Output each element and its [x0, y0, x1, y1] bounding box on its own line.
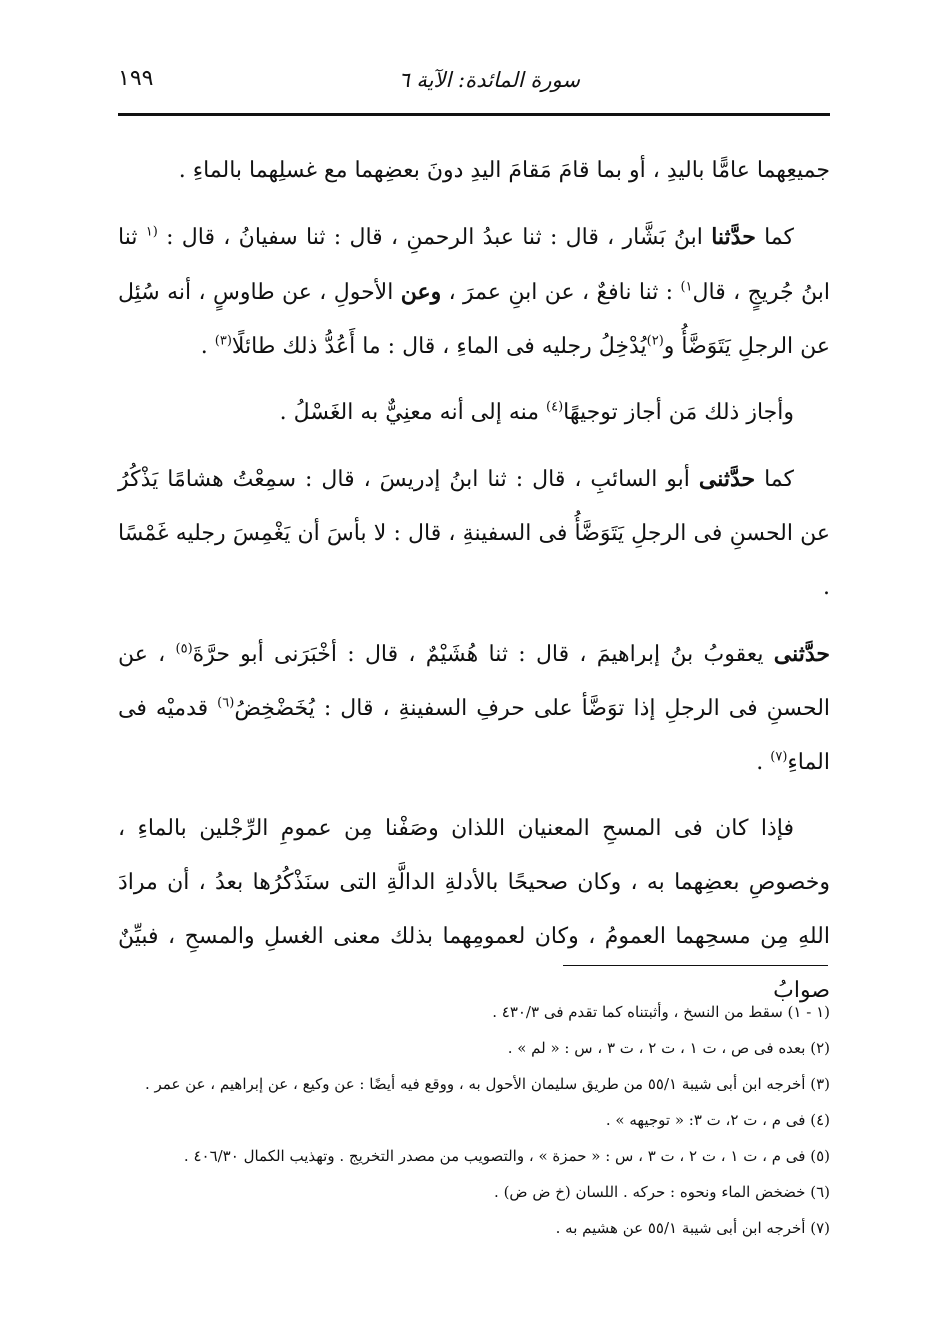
text-run: كما	[755, 467, 795, 492]
footnote-ref: (٢)	[646, 333, 664, 349]
footnote-2: (٢) بعده فى ص ، ت ١ ، ت ٢ ، ت ٣ ، س : « لم » .	[507, 1039, 830, 1057]
text-run: يعقوبُ بنُ إبراهيمَ ، قال : ثنا هُشَيْمٌ ، قال : أخْبَرَنى أبو حرَّةَ	[192, 642, 774, 667]
footnote-ref: (٤)	[546, 399, 564, 415]
paragraph-1: جميعِهما عامًّا باليدِ ، أو بما قامَ مَقامَ اليدِ دونَ بعضِهما مع غسلِهما بالماءِ .	[178, 158, 830, 183]
footnote-4: (٤) فى م ، ت ٢، ت ٣: « توجيهه » .	[605, 1111, 830, 1129]
paragraph-2	[118, 210, 830, 374]
footnote-ref: (٦)	[217, 695, 235, 711]
footnote-5: (٥) فى م ، ت ١ ، ت ٢ ، ت ٣ ، س : « حمزة » ، والتصويب من مصدر التخريج . وتهذيب الكمال ٤٠٦/٣٠ .	[183, 1147, 830, 1165]
text-run: ثنا ابنُ جُريجٍ ، قال	[118, 225, 830, 305]
header-rule	[118, 113, 830, 116]
text-run: وأجاز ذلك مَن أجاز توجيهًا	[563, 400, 794, 425]
footnote-7: (٧) أخرجه ابن أبى شيبة ٥٥/١ عن هشيم به .	[555, 1219, 830, 1237]
text-run: قدميْه فى الماءِ	[118, 696, 830, 775]
text-run: ابنُ بَشَّار ، قال : ثنا عبدُ الرحمنِ ، قال : ثنا سفيانُ ، قال :	[157, 225, 712, 250]
paragraph-6: فإذا كان فى المسحِ المعنيان اللذان وصَفْنا مِن عمومِ الرِّجْلين بالماءِ ، وخصوصِ بعضِهما به ، وكان صحيحًا بالأدلةِ الدالَّةِ التى سنَذْكُرُها بعدُ ، أن مرادَ اللهِ مِن مسحِهما العمومُ ، وكان لعمومِهما بذلك معنى الغسلِ والمسحِ ، فبيِّنٌ صوابُ	[118, 816, 830, 1003]
bold-run: حدَّثنى	[773, 641, 830, 667]
footnote-1: (١ - ١) سقط من النسخ ، وأثبتناه كما تقدم فى ٤٣٠/٣ .	[492, 1003, 830, 1021]
footnote-3: (٣) أخرجه ابن أبى شيبة ٥٥/١ من طريق سليمان الأحول به ، ووقع فيه أيضًا : عن وكيع ، عن إبراهيم ، عن عمر .	[144, 1075, 830, 1093]
main-text	[118, 144, 830, 1030]
footnote-ref: (٣)	[214, 333, 232, 349]
footnotes	[118, 994, 830, 1246]
text-run: .	[200, 334, 215, 359]
footnote-separator	[563, 965, 828, 966]
bold-run: وعن	[400, 279, 442, 305]
footnote-ref: (٥)	[175, 641, 193, 657]
bold-run: حدَّثنا	[711, 224, 756, 250]
footnote-ref: ١)	[680, 279, 693, 295]
text-run: أبو السائبِ ، قال : ثنا ابنُ إدريسَ ، قال : سمِعْتُ هشامًا يَذْكُرُ عن الحسنِ فى الرجلِ يَتَوَضَّأُ فى السفينةِ ، قال : لا بأسَ أن يَغْمِسَ رجليه غَمْسًا .	[118, 467, 830, 600]
text-run: ، عن الحسنِ فى الرجلِ إذا توَضَّأ على حرفِ السفينةِ ، قال : يُخَضْخِضُ	[118, 642, 831, 721]
running-title: سورة المائدة: الآية ٦	[398, 68, 580, 92]
text-run: يُدْخِلُ رجليه فى الماءِ ، قال : ما أَعُدُّ ذلك طائلًا	[231, 334, 647, 359]
text-run: منه إلى أنه معنِيٌّ به الغَسْلُ .	[279, 400, 547, 425]
text-run: الأحولِ ، عن طاوسٍ ، أنه سُئِل عن الرجلِ يَتَوَضَّأُ و	[118, 280, 830, 359]
page-number: ١٩٩	[118, 66, 154, 91]
footnote-ref: (٧)	[770, 749, 788, 765]
page-header	[118, 62, 830, 106]
text-run: .	[756, 750, 771, 775]
paragraph-4	[118, 452, 830, 615]
footnote-6: (٦) خضخض الماء ونحوه : حركه . اللسان (خ ض ض) .	[494, 1183, 830, 1201]
text-run: : ثنا نافعٌ ، عن ابنِ عمرَ ،	[441, 280, 681, 305]
paragraph-5	[118, 627, 830, 790]
bold-run: حدَّثنى	[698, 466, 756, 492]
text-run: كما	[755, 225, 794, 250]
paragraph-3	[118, 386, 830, 440]
footnote-ref: (١	[145, 224, 158, 240]
